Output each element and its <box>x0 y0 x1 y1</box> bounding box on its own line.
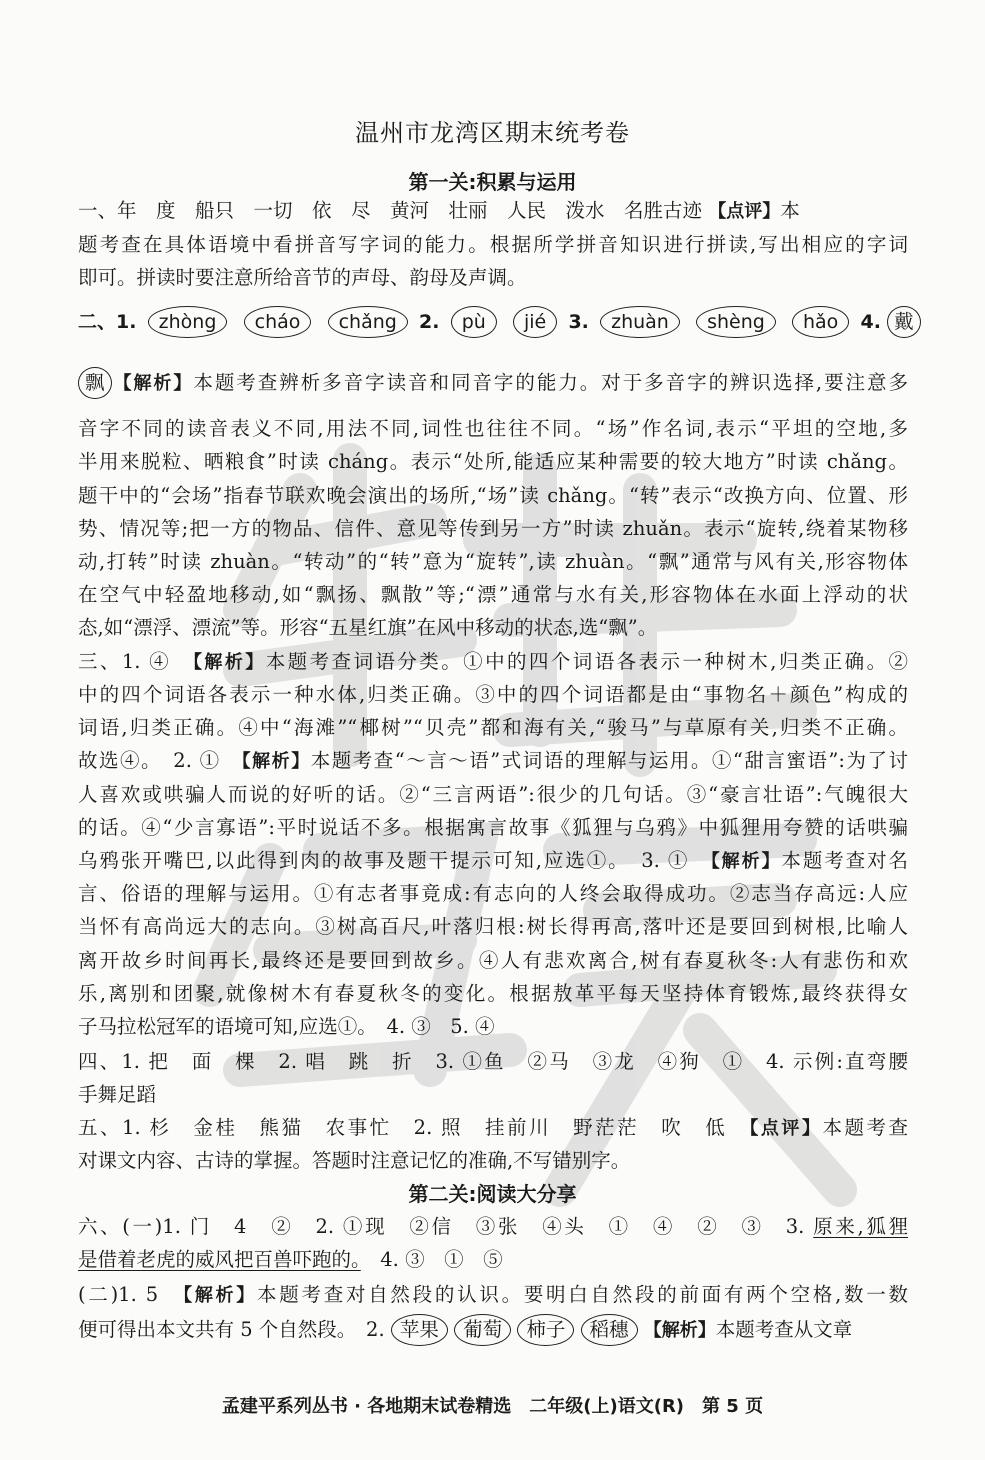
q1-line-1 <box>78 196 908 227</box>
q1-answers: 一、年 度 船只 一切 依 尽 黄河 壮丽 人民 泼水 名胜古迹 <box>78 199 703 222</box>
q5-comment-tag: 【点评】 <box>749 1118 823 1139</box>
pinyin-circle-7: shèng <box>696 306 776 338</box>
q3-line-9: 当怀有高尚远大的志向。③树高百尺,叶落归根:树长得再高,落叶还是要回到树根,比喻人 <box>78 915 908 938</box>
q3-line-7 <box>78 846 908 877</box>
word-circle-persimmon: 柿子 <box>517 1314 574 1346</box>
q3-line-2: 中的四个词语各表示一种水体,归类正确。③中的四个词语都是由“事物名＋颜色”构成的 <box>78 683 908 706</box>
q2-number-2: 2. <box>419 311 440 333</box>
q7-analysis-2: 本题考查从文章 <box>715 1318 853 1341</box>
q3-analysis-3: 本题考查对名 <box>781 849 908 872</box>
q2-line-8: 在空气中轻盈地移动,如“飘扬、飘散”等;“漂”通常与水有关,形容物体在水面上浮动的状 <box>78 583 908 606</box>
q3-analysis-tag-2: 【解析】 <box>241 751 311 772</box>
q7-analysis-1: 本题考查对自然段的认识。要明白自然段的前面有两个空格,数一数 <box>257 1283 908 1306</box>
q2-number-3: 3. <box>568 311 589 333</box>
q7-analysis-tag-2: 【解析】 <box>643 1320 716 1341</box>
q3-line-3: 词语,归类正确。④中“海滩”“椰树”“贝壳”都和海有关,“骏马”与草原有关,归类不正确。 <box>78 716 908 739</box>
page-title: 温州市龙湾区期末统考卷 <box>355 119 630 147</box>
word-circle-apple: 苹果 <box>391 1314 448 1346</box>
pinyin-circle-2: cháo <box>244 306 312 338</box>
q5-line-2: 对课文内容、古诗的掌握。答题时注意记忆的准确,不写错别字。 <box>78 1149 631 1172</box>
q6-line-2 <box>78 1245 908 1275</box>
q2-line-4: 半用来脱粒、晒粮食”时读 cháng。表示“处所,能适应某种需要的较大地方”时读 chǎng。 <box>78 450 908 473</box>
pinyin-circle-3: chǎng <box>328 306 408 338</box>
q2-pinyin-row <box>78 302 914 346</box>
word-circle-rice-ear: 稻穗 <box>581 1314 638 1346</box>
q2-analysis-start: 本题考查辨析多音字读音和同音字的能力。对于多音字的辨识选择,要注意多 <box>193 371 908 394</box>
q3-line-10: 离开故乡时间再长,最终还是要回到故乡。④人有悲欢离合,树有春夏秋冬:人有悲伤和欢 <box>78 949 908 972</box>
q2-line-7: 动,打转”时读 zhuàn。“转动”的“转”意为“旋转”,读 zhuàn。“飘”通常与风有关,形容物体 <box>78 550 908 573</box>
q7-line-1 <box>78 1280 908 1311</box>
pinyin-circle-4: pù <box>451 306 497 338</box>
q3-line-4 <box>78 746 908 777</box>
pinyin-circle-6: zhuàn <box>600 306 680 338</box>
q7-line-2 <box>78 1310 908 1352</box>
q5-line-1 <box>78 1113 908 1144</box>
q2-line-6: 势、情况等;把一方的物品、信件、意见等传到另一方”时读 zhuǎn。表示“旋转,绕着某物移 <box>78 517 908 540</box>
q3-line-1 <box>78 647 908 678</box>
char-circle-dai: 戴 <box>887 306 921 338</box>
q3-answer-2: 故选④。 2. ① <box>78 749 242 772</box>
pinyin-circle-1: zhòng <box>148 306 228 338</box>
q6-answer-4: 4. ③ ① ⑤ <box>360 1248 503 1271</box>
pinyin-circle-8: hǎo <box>792 306 849 338</box>
q1-line-3: 即可。拼读时要注意所给音节的声母、韵母及声调。 <box>78 266 527 289</box>
q7-answer-2: 便可得出本文共有 5 个自然段。 2. <box>78 1318 385 1341</box>
q3-line-12: 子马拉松冠军的语境可知,应选①。 4. ③ 5. ④ <box>78 1015 495 1038</box>
section-heading-2: 第二关:阅读大分享 <box>408 1182 577 1206</box>
q1-line-2: 题考查在具体语境中看拼音写字词的能力。根据所学拼音知识进行拼读,写出相应的字词 <box>78 233 908 256</box>
word-circle-grape: 葡萄 <box>454 1314 511 1346</box>
q4-line-1: 四、1. 把 面 棵 2. 唱 跳 折 3. ①鱼 ②马 ③龙 ④狗 ① 4. 示例:直弯腰 <box>78 1050 908 1073</box>
q3-line-6: 的话。④“少言寡语”:平时说话不多。根据寓言故事《狐狸与乌鸦》中狐狸用夸赞的话哄骗 <box>78 816 908 839</box>
pinyin-circle-5: jié <box>513 306 557 338</box>
q6-underlined-answer-part-2: 是借着老虎的威风把百兽吓跑的。 <box>78 1248 361 1271</box>
q7-analysis-tag-1: 【解析】 <box>183 1285 258 1306</box>
page-footer: 孟建平系列丛书 · 各地期末试卷精选 二年级(上)语文(R) 第 5 页 <box>221 1396 764 1417</box>
q2-analysis-tag: 【解析】 <box>111 373 194 394</box>
q5-answers: 五、1. 杉 金桂 熊猫 农事忙 2. 照 挂前川 野茫茫 吹 低 <box>78 1116 750 1139</box>
char-circle-piao: 飘 <box>78 367 112 399</box>
q3-analysis-2: 本题考查“～言～语”式词语的理解与运用。①“甜言蜜语”:为了讨 <box>310 749 908 772</box>
q3-answer-1: 三、1. ④ <box>78 650 193 673</box>
q3-answer-3: 乌鸦张开嘴巴,以此得到肉的故事及题干提示可知,应选①。 3. ① <box>78 849 711 872</box>
q3-line-8: 言、俗语的理解与运用。①有志者事竟成:有志向的人终会取得成功。②志当存高远:人应 <box>78 882 908 905</box>
q5-comment-start: 本题考查 <box>822 1116 909 1139</box>
q2-line-3: 音字不同的读音表义不同,用法不同,词性也往往不同。“场”作名词,表示“平坦的空地,多 <box>78 417 908 440</box>
q7-answer-1: (二)1. 5 <box>78 1283 184 1306</box>
q1-comment-start: 本 <box>780 199 800 222</box>
q3-line-11: 乐,离别和团聚,就像树木有春夏秋冬的变化。根据敖革平每天坚持体育锻炼,最终获得女 <box>78 982 908 1005</box>
q2-line-2 <box>78 364 908 404</box>
q6-answers: 六、(一)1. 门 4 ② 2. ①现 ②信 ③张 ④头 ① ④ ② ③ 3. <box>78 1215 814 1238</box>
q6-line-1 <box>78 1212 908 1242</box>
q2-number-1: 1. <box>116 311 137 333</box>
q4-line-2: 手舞足蹈 <box>78 1083 157 1106</box>
q1-comment-tag: 【点评】 <box>708 201 781 222</box>
q2-line-9: 态,如“漂浮、漂流”等。形容“五星红旗”在风中移动的状态,选“飘”。 <box>78 616 658 639</box>
q2-number-4: 4. <box>860 311 881 333</box>
q3-analysis-tag-1: 【解析】 <box>192 652 266 673</box>
q3-analysis-1: 本题考查词语分类。①中的四个词语各表示一种树木,归类正确。② <box>265 650 909 673</box>
q6-underlined-answer-part-1: 原来,狐狸 <box>813 1215 908 1238</box>
q3-line-5: 人喜欢或哄骗人而说的好听的话。②“三言两语”:很少的几句话。③“豪言壮语”:气魄很大 <box>78 783 908 806</box>
section-heading-1: 第一关:积累与运用 <box>408 170 577 194</box>
q2-label: 二、 <box>78 311 117 333</box>
q3-analysis-tag-3: 【解析】 <box>710 851 782 872</box>
q2-line-5: 题干中的“会场”指春节联欢晚会演出的场所,“场”读 chǎng。“转”表示“改换方向、位置、形 <box>78 484 908 507</box>
